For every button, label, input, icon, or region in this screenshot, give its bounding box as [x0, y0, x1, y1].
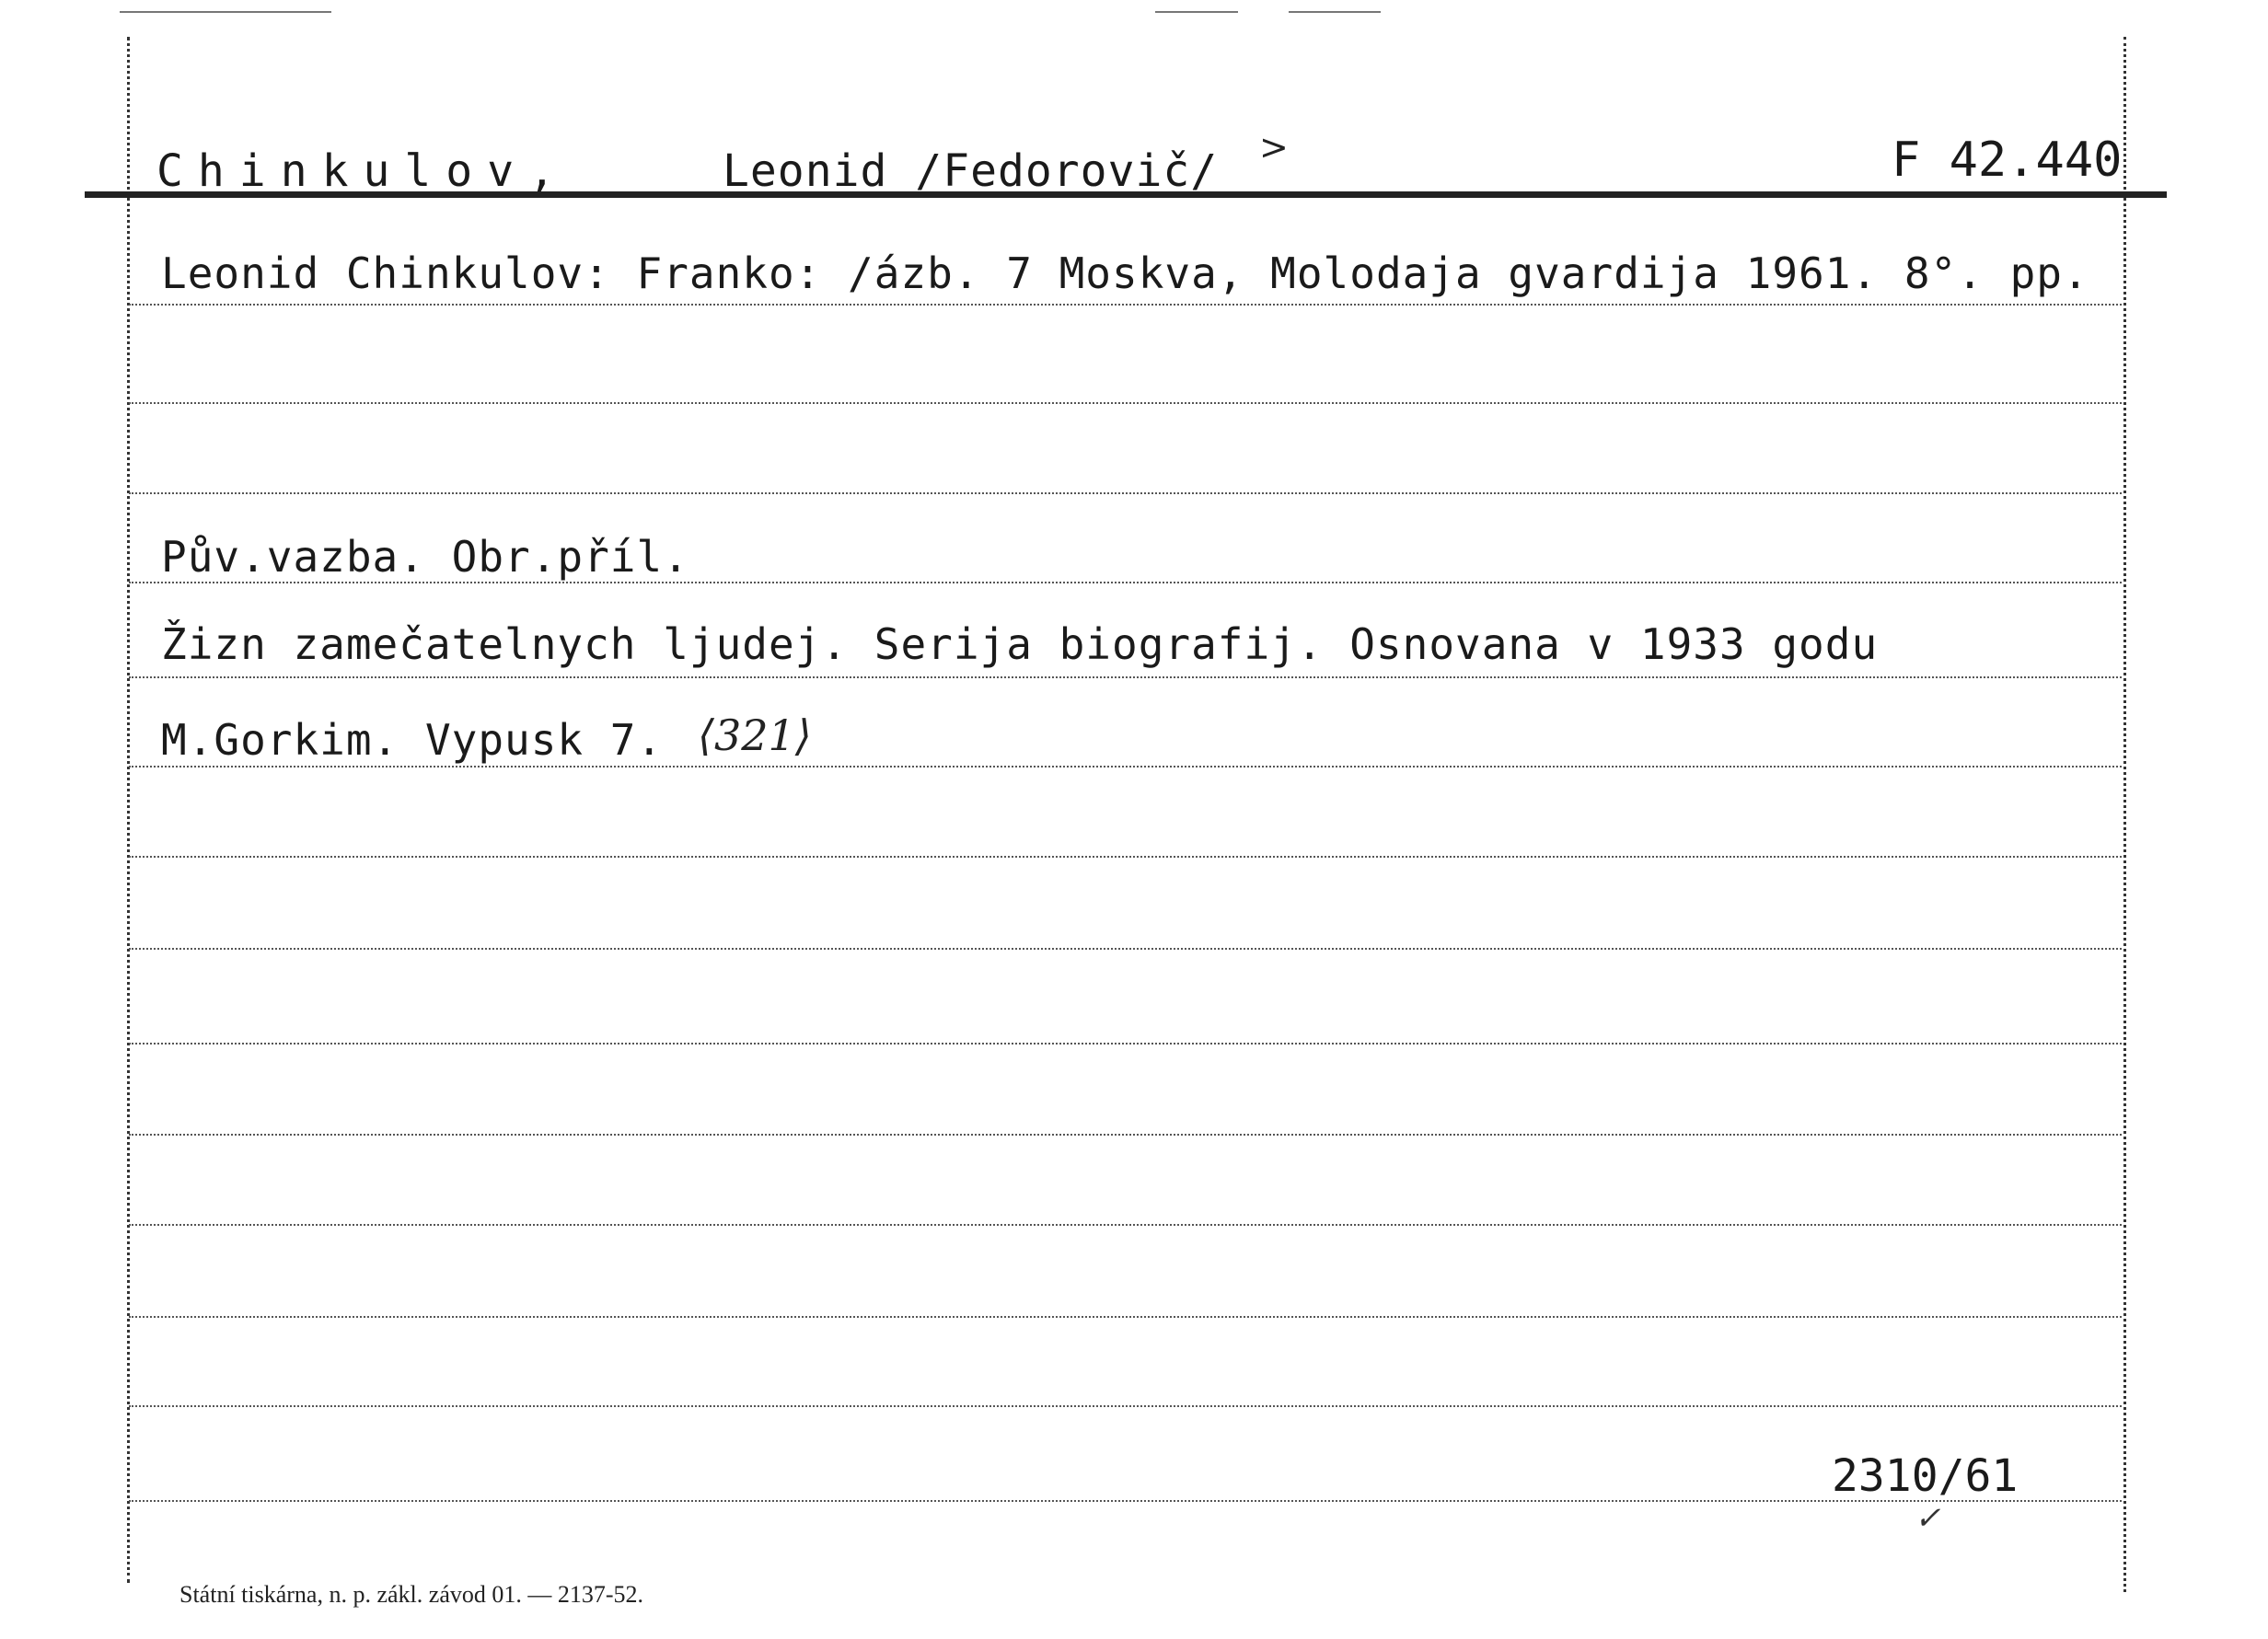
- ruled-line: [129, 304, 2122, 306]
- ruled-line: [129, 402, 2122, 404]
- series-number-handwritten: ⟨321⟩: [698, 710, 812, 760]
- ruled-line: [129, 1134, 2122, 1136]
- handwritten-mark: >: [1259, 127, 1289, 167]
- top-scan-mark: [1155, 11, 1238, 13]
- left-margin-rule: [127, 37, 130, 1583]
- right-margin-rule: [2123, 37, 2126, 1592]
- ruled-line: [129, 766, 2122, 768]
- title-line: Leonid Chinkulov: Franko: /ázb. 7 Moskva, Molodaja gvardija 1961. 8°. pp.: [161, 248, 2089, 298]
- ruled-line: [129, 492, 2122, 494]
- ruled-line: [129, 676, 2122, 678]
- series-line-1: Žizn zamečatelnych ljudej. Serija biografij. Osnovana v 1933 godu: [161, 619, 1879, 669]
- top-scan-mark: [120, 11, 331, 13]
- top-scan-mark: [1289, 11, 1381, 13]
- check-mark: ✓: [1915, 1500, 1941, 1537]
- ruled-line: [129, 1224, 2122, 1226]
- binding-note: Pův.vazba. Obr.příl.: [161, 532, 689, 582]
- heading-rule: [85, 191, 2167, 198]
- author-surname: Chinkulov,: [156, 145, 570, 197]
- author-forename: Leonid /Fedorovič/: [723, 145, 1219, 197]
- printer-imprint: Státní tiskárna, n. p. zákl. závod 01. — 2137-52.: [179, 1581, 644, 1608]
- call-number: F 42.440: [1892, 133, 2123, 188]
- ruled-line: [129, 1316, 2122, 1318]
- series-line-2: M.Gorkim. Vypusk 7.: [161, 715, 664, 765]
- ruled-line: [129, 582, 2122, 583]
- ruled-line: [129, 1500, 2122, 1502]
- ruled-line: [129, 1043, 2122, 1045]
- ruled-line: [129, 1405, 2122, 1407]
- accession-number: 2310/61: [1832, 1450, 2019, 1502]
- ruled-line: [129, 856, 2122, 858]
- ruled-line: [129, 948, 2122, 950]
